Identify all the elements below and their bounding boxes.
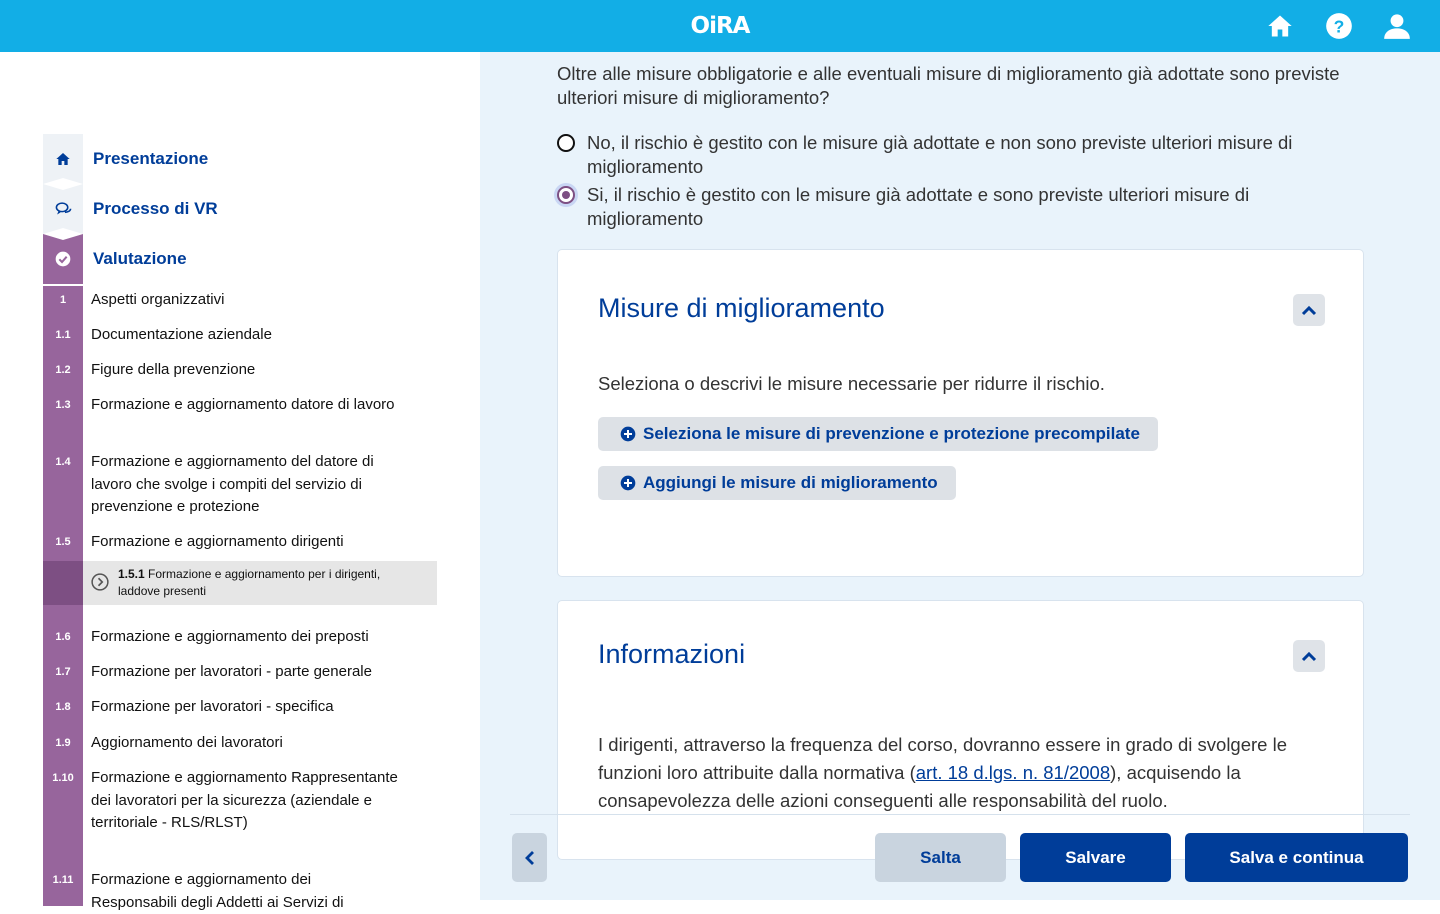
info-text-part: I dirigenti, attraverso la frequenza del corso, dovranno essere in grado di svolgere le funzioni loro attribuite dalla normativa ( — [598, 734, 1287, 783]
subitem-label: Documentazione aziendale — [91, 326, 272, 343]
active-subitem-text — [118, 566, 418, 600]
subitem-number: 1.10 — [52, 772, 74, 784]
radio-button[interactable] — [557, 134, 575, 152]
subitem-label: Formazione per lavoratori - parte generale — [91, 663, 372, 680]
info-card — [557, 600, 1364, 860]
subitem-number: 1.1 — [55, 329, 71, 341]
subitem-number: 1.11 — [52, 874, 74, 886]
chevron-left-icon — [524, 850, 536, 866]
help-icon[interactable] — [1324, 12, 1354, 40]
subitem-label: Figure della prevenzione — [91, 361, 256, 378]
back-button[interactable] — [512, 833, 547, 882]
chevron-up-icon — [1301, 650, 1317, 662]
radio-label[interactable]: No, il rischio è gestito con le misure già adottate e non sono previste ulteriori misure di miglioramento — [587, 132, 1293, 177]
active-strip — [43, 561, 83, 605]
question-text: Oltre alle misure obbligatorie e alle eventuali misure di miglioramento già adottate sono previste ulteriori misure di miglioramento? — [557, 63, 1340, 108]
chat-icon — [54, 200, 72, 218]
button-label: Aggiungi le misure di miglioramento — [643, 473, 938, 492]
law-link[interactable]: art. 18 d.lgs. n. 81/2008 — [915, 762, 1111, 783]
footer-divider — [510, 814, 1410, 815]
card-title: Informazioni — [598, 639, 746, 669]
measures-card — [557, 249, 1364, 577]
home-icon[interactable] — [1265, 12, 1295, 40]
sidebar-item-presentazione[interactable] — [43, 134, 443, 184]
chevron-up-icon — [1301, 304, 1317, 316]
card-text: Seleziona o descrivi le misure necessarie per ridurre il rischio. — [598, 373, 1105, 394]
subitem-label: Aspetti organizzativi — [91, 291, 225, 308]
collapse-button[interactable] — [1293, 640, 1325, 672]
subitem-number: 1.6 — [55, 631, 71, 643]
subitem-label: Formazione e aggiornamento Rappresentante dei lavoratori per la sicurezza (aziendale e territoriale - RLS/RLST) — [91, 769, 398, 831]
collapse-button[interactable] — [1293, 294, 1325, 326]
main-content — [480, 52, 1440, 900]
radio-label[interactable]: Si, il rischio è gestito con le misure già adottate e sono previste ulteriori misure di miglioramento — [587, 184, 1250, 229]
sidebar-item-label: Valutazione — [93, 249, 187, 268]
save-continue-button[interactable]: Salva e continua — [1185, 833, 1408, 882]
sidebar — [0, 52, 480, 911]
subitem-number: 1.5 — [55, 536, 71, 548]
radio-button-checked[interactable] — [557, 186, 575, 204]
sidebar-item-valutazione[interactable] — [43, 234, 443, 284]
home-icon — [54, 150, 72, 168]
info-text-part: ), acquisendo la consapevolezza delle azioni conseguenti alle responsabilità del ruolo. — [598, 762, 1241, 811]
sidebar-item-label: Processo di VR — [93, 199, 218, 218]
subitem-label: Aggiornamento dei lavoratori — [91, 734, 283, 751]
check-circle-icon — [54, 250, 72, 268]
subitem-number: 1 — [59, 294, 67, 306]
subitem-number: 1.9 — [55, 737, 71, 749]
active-subitem-label: Formazione e aggiornamento per i dirigenti, laddove presenti — [118, 567, 381, 598]
subitem-label: Formazione e aggiornamento datore di lavoro — [91, 396, 395, 413]
save-button[interactable]: Salvare — [1020, 833, 1171, 882]
subitem-label: Formazione e aggiornamento dei Responsabili degli Addetti ai Servizi di — [91, 871, 344, 911]
app-logo[interactable]: OiRA — [690, 13, 750, 39]
subitem-label: Formazione per lavoratori - specifica — [91, 698, 334, 715]
plus-circle-icon — [620, 426, 636, 442]
select-measures-button[interactable] — [598, 417, 1158, 451]
subitem-number: 1.7 — [55, 666, 71, 678]
subitem-label: Formazione e aggiornamento del datore di lavoro che svolge i compiti del servizio di prevenzione e protezione — [91, 453, 374, 515]
chevron-right-circle-icon — [91, 573, 109, 591]
subitem-number: 1.3 — [55, 399, 71, 411]
plus-circle-icon — [620, 475, 636, 491]
subitem-number: 1.8 — [55, 701, 71, 713]
skip-button[interactable]: Salta — [875, 833, 1006, 882]
sidebar-item-processo[interactable] — [43, 184, 443, 234]
card-title: Misure di miglioramento — [598, 293, 885, 323]
button-label: Seleziona le misure di prevenzione e protezione precompilate — [643, 424, 1140, 443]
user-icon[interactable] — [1382, 12, 1412, 40]
subitem-label: Formazione e aggiornamento dei preposti — [91, 628, 369, 645]
sidebar-subitem-active[interactable] — [43, 561, 437, 605]
svg-text:?: ? — [1333, 16, 1345, 37]
top-bar — [0, 0, 1440, 52]
info-text — [598, 731, 1328, 815]
active-subitem-number: 1.5.1 — [118, 567, 145, 581]
subitem-label: Formazione e aggiornamento dirigenti — [91, 533, 344, 550]
subitem-number: 1.2 — [55, 364, 71, 376]
add-measures-button[interactable] — [598, 466, 956, 500]
subitem-number: 1.4 — [55, 456, 71, 468]
sidebar-item-label: Presentazione — [93, 149, 209, 168]
